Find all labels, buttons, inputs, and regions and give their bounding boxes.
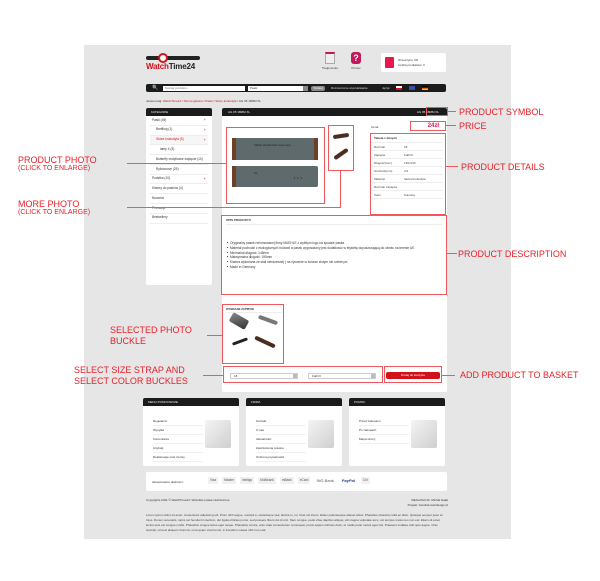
payment-methods: [146, 472, 447, 491]
product-title: AG 05 18MM XL: [228, 110, 251, 114]
annotation-select-size: [74, 365, 188, 387]
flag-pl-icon[interactable]: [396, 86, 402, 90]
search-icon: 🔍: [152, 85, 159, 91]
annotation-line: [446, 166, 458, 167]
footer-link[interactable]: Przed zakupami: [359, 417, 409, 426]
category-select[interactable]: [248, 86, 308, 91]
payment-logos: [208, 477, 370, 484]
sidebar-item-label: Breitling (1): [156, 127, 173, 132]
payments-label: Akceptowane płatności:: [152, 480, 184, 484]
account-link[interactable]: [318, 52, 342, 70]
sidebar-item-active[interactable]: [150, 136, 208, 146]
annotation-line: [448, 111, 456, 112]
sidebar-item-label: Skóra krokodyla (5): [156, 137, 184, 142]
footer-column-title: FIRMA: [246, 398, 342, 406]
highlight-product-details: [370, 133, 446, 215]
search-bar: [146, 84, 446, 92]
highlight-product-photo: [226, 127, 325, 204]
payment-logo: PayPal: [341, 478, 355, 483]
buckles-title: WYBRANE ZAPIĘCIE: [226, 307, 282, 313]
breadcrumb-current: AG 05 18MM XL: [238, 99, 262, 103]
footer-link[interactable]: Aktualności: [256, 435, 306, 444]
expand-icon[interactable]: +: [203, 126, 206, 132]
details-value: 18: [404, 145, 408, 149]
account-label: Twoje konto: [321, 66, 338, 70]
help-link[interactable]: [344, 52, 368, 70]
highlight-selected-buckle: [222, 304, 284, 364]
description-item: ■ Maksymalna długość: 195mm: [227, 255, 442, 260]
breadcrumb-item[interactable]: Strona główna: [183, 99, 203, 103]
expand-icon[interactable]: +: [203, 175, 206, 181]
search-input[interactable]: [163, 86, 245, 91]
help-label: Pomoc: [351, 66, 361, 70]
category-value: Paski: [250, 85, 258, 90]
annotation-text: SELECT COLOR BUCKLES: [74, 376, 188, 386]
chevron-down-icon: [303, 86, 308, 91]
breadcrumb: Jesteś tutaj: WatchTime24 / Strona główna / Paski / Skóry krokodyla / AG 05 18MM XL: [146, 99, 262, 103]
footer-link[interactable]: Reklamacje oraz zwroty: [153, 453, 203, 462]
details-key: Długość(mm): [374, 161, 392, 165]
description-item: ■ Klamra wykonana ze stali nierdzewnej ( na życzenie w kolorze złotym lub srebrnym: [227, 260, 442, 265]
strap-brand-text: Mühle Handmade Germany: [254, 143, 291, 147]
annotation-text: MORE PHOTO: [18, 199, 80, 209]
folder-icon: [205, 420, 231, 448]
sidebar-item[interactable]: [150, 184, 208, 194]
payment-logo: Visa: [210, 478, 217, 482]
footer-link[interactable]: Po zakupach: [359, 426, 409, 435]
site-logo[interactable]: [146, 53, 200, 73]
account-icon: [325, 52, 335, 64]
cart-summary[interactable]: [381, 53, 446, 72]
sidebar-title: KATEGORIE: [146, 108, 212, 116]
details-value: Faltl Fl: [404, 153, 413, 157]
annotation-line: [447, 253, 457, 254]
help-icon: ?: [351, 52, 361, 64]
documents-icon: [308, 420, 334, 448]
credits: [408, 498, 448, 508]
highlight-select-options: [223, 366, 383, 383]
product-symbol: AG 05 18MM XL: [416, 110, 439, 114]
color-value: Faltl Fl: [312, 374, 321, 378]
footer-link[interactable]: Artykuły: [153, 444, 203, 453]
description-item: ■ Oryginalny pasek renomowanej firmy MUEHLE z wybitym logo na spodzie paska: [227, 241, 442, 246]
add-to-cart-button[interactable]: Dodaj do koszyka: [386, 372, 440, 379]
sidebar-item-label: Klamry do pasków (4): [152, 186, 183, 191]
advanced-search-link[interactable]: Rozszerzone wyszukiwanie: [331, 85, 368, 90]
sidebar-item-label: Pudełka (10): [152, 176, 171, 181]
annotation-line: [127, 207, 341, 208]
annotation-line: [203, 375, 223, 376]
breadcrumb-item[interactable]: Skóry krokodyla: [215, 99, 237, 103]
annotation-line: [127, 163, 226, 164]
payment-logo: Multibank: [260, 478, 274, 482]
sidebar-item-label: Bestsellery: [152, 215, 168, 220]
footer-link[interactable]: Wysyłka: [153, 426, 203, 435]
footer-link[interactable]: Kontakt: [256, 417, 306, 426]
annotation-text: SELECTED PHOTO: [110, 325, 192, 335]
flag-de-icon[interactable]: [422, 86, 428, 90]
details-value: 3.5: [404, 169, 409, 173]
footer-link[interactable]: Regulamin: [153, 417, 203, 426]
sidebar-item-label: Paski (49): [152, 117, 167, 122]
size-value: 18: [234, 374, 238, 378]
annotation-line: [446, 125, 456, 126]
sidebar-item-label: Butterfly motylkowe zapięcie (10): [156, 156, 203, 161]
annotation-price: PRICE: [459, 121, 487, 131]
annotation-product-photo: [18, 155, 97, 173]
footer-link[interactable]: Komentarze: [153, 435, 203, 444]
footer-column: [349, 398, 445, 466]
footer-link[interactable]: Mapa strony: [359, 435, 409, 444]
annotation-subtext: (CLICK TO ENLARGE): [18, 209, 91, 216]
expand-icon[interactable]: +: [203, 117, 206, 122]
details-title: Tabela z danymi: [371, 134, 443, 143]
logo-bar: [146, 56, 200, 60]
payment-logo: eCard: [299, 478, 309, 482]
annotation-more-photo: [18, 199, 90, 217]
footer-link[interactable]: O nas: [256, 426, 306, 435]
annotation-add-to-basket: ADD PRODUCT TO BASKET: [460, 370, 579, 380]
annotation-text: BUCKLE: [110, 336, 147, 346]
footer-seo-text: Lorem ipsum dolor sit amet, consectetur adipiscing elit. Proin nibh augue, suscipit a, scelerisque sed, lacinia in, mi. Cras vel lorem. Etiam pellentesque aliquet tellus. Phasellus pharetra nulla ac diam. Quisque semper justo at risus. Donec venenatis, turpis vel hendrerit interdum, dui ligula ultricies purus, sed posuere libero dui id orci. Nam congue, pede vitae dapibus aliquet, elit magna vulputate arcu, vel tempus metus leo non est. Etiam sit amet lectus quis est congue mollis. Phasellus congue lacus eget neque. Phasellus ornare, ante vitae consectetuer consequat, purus sapien ultricies dolor, et mollis pede metus eget nisi. Praesent sodales velit quis augue. Cras suscipit, urna at aliquam rhoncus, urna quam viverra nisi, in interdum massa nibh nec erat.: [146, 513, 443, 532]
sidebar-item[interactable]: [150, 214, 208, 224]
annotation-subtext: (CLICK TO ENLARGE): [18, 165, 91, 172]
price-label: Cena:: [371, 125, 380, 129]
highlight-add-to-basket: [384, 366, 442, 383]
details-value: brązowy: [404, 193, 416, 197]
footer-link[interactable]: Ochrona prywatności: [256, 453, 306, 462]
payment-logo: mBank: [281, 478, 292, 482]
footer-column-title: POMOC: [349, 398, 445, 406]
details-key: Rozmiar: [374, 145, 386, 149]
sidebar-item-label: Nowości: [152, 195, 165, 200]
breadcrumb-item[interactable]: WatchTime24: [162, 99, 182, 103]
payment-logo: Inteligo: [241, 478, 253, 482]
details-key: Kolor: [374, 193, 382, 197]
highlight-more-photos: [328, 125, 354, 171]
sidebar-item[interactable]: [150, 175, 208, 185]
annotation-line: [442, 375, 455, 376]
sidebar-item-label: Rybosnove (25): [156, 166, 179, 171]
payment-logo: Citi: [362, 478, 368, 482]
description-item: ■ Materiał pochodzi z ekologicznych hodowli a pasek wyposażony jest dodatkowo w etykietę dopuszczającą do obrotu na terenie UE: [227, 246, 442, 251]
sidebar-item[interactable]: [150, 116, 208, 126]
annotation-product-symbol: PRODUCT SYMBOL: [459, 107, 544, 117]
realization-credit: REALIZACJA: Michał Gałat: [411, 498, 448, 502]
highlight-product-description: [221, 215, 447, 295]
sidebar-item[interactable]: [150, 194, 208, 204]
footer-column: [246, 398, 342, 466]
highlight-product-symbol: [426, 107, 448, 116]
annotation-product-details: PRODUCT DETAILS: [461, 162, 545, 172]
annotation-text: SELECT SIZE STRAP AND: [74, 365, 185, 375]
cart-count: Liczba produktów: 0: [398, 63, 425, 67]
description-item: ■ Made in Germany: [227, 265, 442, 270]
footer-column-title: MENU POMOCNICZE: [143, 398, 239, 406]
breadcrumb-label: Jesteś tutaj:: [146, 99, 163, 103]
annotation-product-description: PRODUCT DESCRIPTION: [458, 249, 567, 259]
annotation-text: PRODUCT PHOTO: [18, 155, 97, 165]
sidebar-item[interactable]: [150, 145, 208, 155]
details-key: Materiał: [374, 177, 385, 181]
sidebar-item[interactable]: [150, 204, 208, 214]
expand-icon[interactable]: +: [203, 136, 206, 142]
sidebar-item[interactable]: [150, 126, 208, 136]
details-key: Zapięcie: [374, 153, 386, 157]
details-value: Skóra krokodyla: [404, 177, 426, 181]
payment-logo: ING Bank: [316, 478, 334, 483]
breadcrumb-item[interactable]: Paski: [205, 99, 213, 103]
product-header: [222, 108, 447, 116]
shopping-bag-icon: [385, 57, 394, 68]
details-key: Grubość(mm): [374, 169, 393, 173]
annotation-line: [207, 335, 222, 336]
cart-total: W koszyku: 0zł: [398, 58, 419, 62]
strap-size-text: XL: [254, 171, 258, 175]
search-button[interactable]: Szukaj: [311, 86, 325, 91]
description-title: OPIS PRODUKTU: [226, 218, 443, 225]
language-label: Język: [382, 85, 390, 90]
footer-column: [143, 398, 239, 466]
annotation-line: [340, 171, 341, 207]
payment-logo: Master: [224, 478, 234, 482]
details-key: Rozmiar zapięcia: [374, 185, 398, 189]
project-credit[interactable]: Projekt: zwodnik-webdesign.pl: [407, 503, 448, 507]
category-sidebar: [146, 108, 212, 285]
annotation-selected-buckle: [110, 325, 192, 347]
help-cube-icon: [411, 420, 437, 448]
logo-text: WatchTime24: [146, 62, 195, 71]
strap-holes: •••: [293, 175, 304, 180]
highlight-price: [410, 121, 446, 131]
sidebar-item-label: lamp 4 (3): [160, 146, 175, 151]
price-value: 24zł: [427, 123, 439, 129]
description-item: ■ Minimalna długość: 145mm: [227, 251, 442, 256]
footer-link[interactable]: Zastrzeżenia prawne: [256, 444, 306, 453]
flag-en-icon[interactable]: [409, 86, 415, 90]
details-value: 130x130: [404, 161, 416, 165]
sidebar-item[interactable]: [150, 165, 208, 175]
copyright: Copyrights 2011 © WatchTime24. Wszelkie prawa zastrzeżone.: [146, 498, 231, 502]
